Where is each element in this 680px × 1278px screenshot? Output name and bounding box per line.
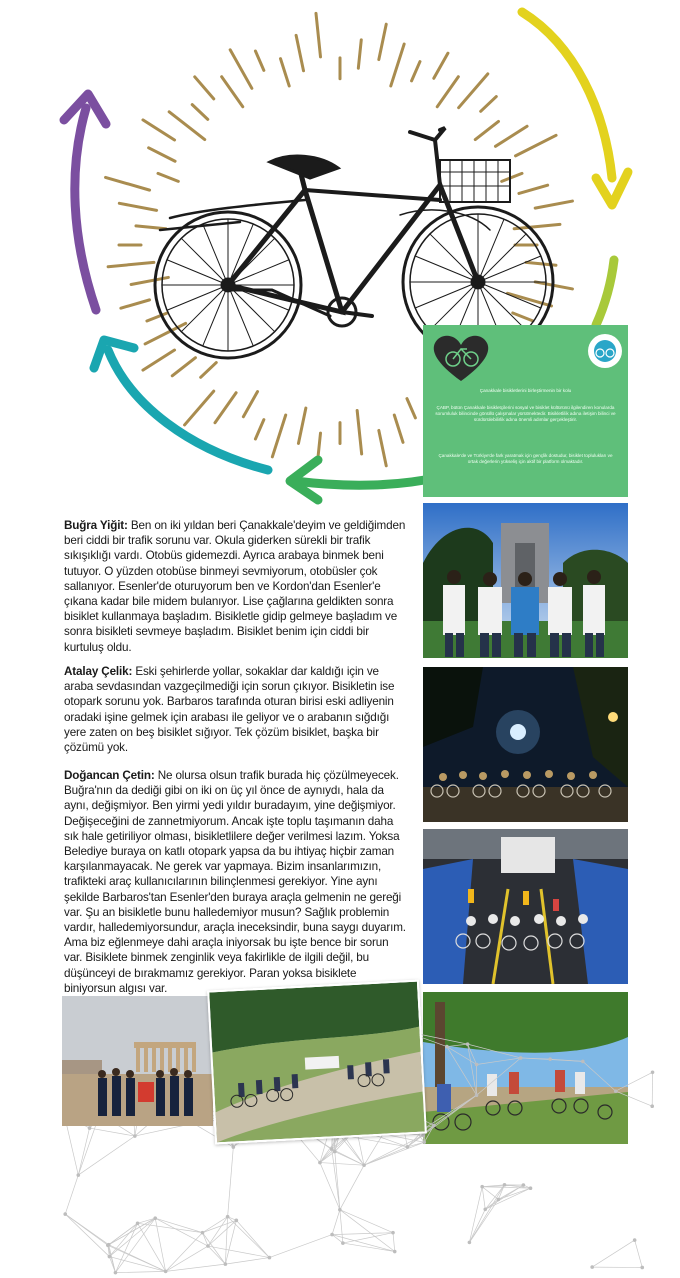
quote-dogancan: [64, 768, 409, 996]
sun-ray: [222, 77, 243, 107]
photo-countryside-ride: [207, 980, 427, 1145]
network-line: [78, 1128, 89, 1175]
network-node: [76, 1173, 80, 1177]
network-line: [320, 1163, 364, 1166]
network-line: [425, 1095, 476, 1127]
sun-ray: [358, 40, 361, 68]
sun-ray: [121, 300, 150, 308]
wheel-spoke: [478, 234, 526, 282]
network-node: [224, 1262, 228, 1266]
network-line: [340, 1165, 364, 1210]
network-node: [330, 1147, 334, 1151]
quote-text: Ne olursa olsun trafik burada hiç çözülmeyecek. Buğra'nın da dediği gibi on iki on üç yıl önce de aynıydı, hala da aynı, değişmiyor. Ben yirmi yedi yıldır buradayım, yine değişmiyor. Değişeceğini de zannetmiyorum. Ancak işte toplu taşımanın daha sık hale getiriliyor olması, bisikletlilere değer verilmesi lazım. Yoksa Belediye buraya on katlı otopark yapsa da bu ihtiyaç hiçbir zaman karşılanmayacak. Ne gerek var yapmaya. Bizim insanlarımızın, trafikteki araç kullanıcılarının bilinçlenmesi gerekiyor. Yine aynı şekilde Barbaros'tan Esenler'den buraya araçla gelmenin ne gereği var. Şu an bisikletle bunu halledemiyor musun? Sağlık problemin vardır, halledemiyorsundur, araçla ineceksindir, buna saygı duyarım. Ama biz eğlenmeye dahi araçla iniyorsak bu işte bence bir sorun var. Bisiklete binmek zenginlik veya fakirlikle de ilgili değil, bu düşünceyi de bırakmamız gerekiyor. Paran yoksa bisiklete biniyorsun algısı var.: [64, 769, 406, 995]
network-line: [109, 1218, 155, 1256]
card-paragraph-1: ÇABP, bütün Çanakkale bisikletçilerini sosyal ve bisiklet kültürünü ilgilendiren konularda sorumluluk bilincinde gönüllü çalışmalar yürütmektedir. Bisikletlilik adına iletişim bilinci ve sürdürülebilirlik adına önemli adımlar gerçekleştirir.: [435, 405, 616, 422]
platform-info-card: [423, 325, 628, 497]
network-line: [269, 1235, 332, 1258]
network-line: [469, 1185, 504, 1243]
sun-ray: [357, 410, 362, 453]
network-node: [581, 1060, 585, 1064]
network-node: [503, 1183, 507, 1187]
network-line: [320, 1135, 340, 1163]
sun-ray: [437, 77, 458, 107]
network-node: [421, 1133, 425, 1137]
sun-ray: [495, 126, 527, 146]
photo-ferry-group: [423, 829, 628, 984]
sun-ray: [316, 13, 321, 56]
network-node: [548, 1057, 552, 1061]
quote-text: Eski şehirlerde yollar, sokaklar dar kaldığı için ve araba sevdasından vazgeçilmediği için sorun çıkıyor. Bisikletin ise otopark sorunu yok. Barbaros tarafında oturan birisi eski adliyenin oradaki işine gelmek için arabası ile geliyor ve o arabanın sığdığı yere zaten on beş bisiklet sığıyor. Tek çözüm bisiklet, başka bir çözümü yok.: [64, 665, 395, 755]
sun-ray: [298, 408, 305, 443]
sun-ray: [272, 415, 285, 457]
network-line: [583, 1061, 616, 1091]
network-node: [497, 1198, 501, 1202]
network-line: [335, 1152, 340, 1210]
sun-ray: [434, 53, 448, 78]
network-node: [633, 1238, 637, 1242]
photo-night-ride: [423, 667, 628, 822]
network-node: [341, 1241, 345, 1245]
quote-bugra: [64, 518, 409, 655]
network-line: [108, 1245, 116, 1272]
sun-ray: [280, 59, 289, 86]
heart-bike-icon: [431, 331, 491, 383]
wheel-spoke: [430, 282, 478, 330]
network-line: [482, 1187, 498, 1200]
network-node: [432, 1124, 436, 1128]
network-node: [475, 1093, 479, 1097]
network-node: [232, 1145, 236, 1149]
network-line: [115, 1223, 137, 1272]
sun-ray: [516, 135, 557, 156]
sun-ray: [201, 363, 217, 378]
network-line: [469, 1187, 482, 1243]
network-node: [483, 1208, 487, 1212]
network-line: [485, 1188, 530, 1209]
network-node: [108, 1255, 112, 1259]
photo-monument-group: [423, 503, 628, 658]
network-node: [391, 1231, 395, 1235]
photo-parthenon-group: [62, 996, 213, 1126]
network-line: [340, 1210, 395, 1252]
sun-ray: [502, 173, 522, 181]
network-node: [362, 1163, 366, 1167]
sun-ray: [215, 393, 236, 423]
network-line: [393, 1233, 395, 1252]
network-line: [225, 1258, 269, 1265]
network-line: [115, 1271, 165, 1272]
network-line: [65, 1175, 78, 1214]
platform-logo: [587, 333, 623, 369]
network-line: [423, 1095, 476, 1135]
sun-ray: [379, 430, 386, 465]
network-node: [475, 1063, 479, 1067]
network-node: [133, 1134, 137, 1138]
sun-ray: [195, 77, 214, 99]
network-node: [393, 1250, 397, 1254]
yellow-arrow: [522, 12, 612, 178]
network-line: [166, 1264, 226, 1271]
network-node: [445, 1045, 449, 1049]
network-node: [651, 1070, 655, 1074]
network-node: [640, 1266, 644, 1270]
network-line: [616, 1091, 653, 1106]
network-line: [65, 1214, 108, 1245]
network-node: [153, 1216, 157, 1220]
sun-ray: [412, 62, 420, 81]
sun-ray: [169, 112, 205, 140]
network-node: [650, 1104, 654, 1108]
network-node: [226, 1215, 230, 1219]
sun-ray: [407, 399, 415, 418]
network-line: [592, 1240, 634, 1267]
network-node: [614, 1089, 618, 1093]
network-line: [468, 1044, 521, 1058]
network-line: [78, 1136, 135, 1175]
sun-ray: [535, 201, 572, 208]
network-line: [616, 1072, 653, 1091]
network-node: [522, 1183, 526, 1187]
network-node: [268, 1256, 272, 1260]
network-line: [166, 1246, 208, 1271]
sun-ray: [158, 173, 178, 181]
network-node: [318, 1161, 322, 1165]
network-node: [106, 1243, 110, 1247]
sun-ray: [391, 44, 404, 86]
network-line: [166, 1233, 203, 1272]
sun-ray: [149, 148, 175, 161]
bicycle-illustration: [155, 128, 553, 358]
network-line: [138, 1223, 166, 1271]
network-line: [108, 1223, 138, 1245]
network-node: [466, 1042, 470, 1046]
network-node: [63, 1212, 67, 1216]
sun-ray: [459, 74, 488, 108]
sun-ray: [519, 185, 548, 193]
card-heading: Çanakkale bisikletlerini birleştirmenin bir kolu: [479, 388, 572, 393]
network-node: [338, 1208, 342, 1212]
card-paragraph-2: Çanakkale'de ve Türkiye'de fark yaratmak için gençlik dostudur, bisiklet toplulukları ve ortak değerlerin yükseliş için aktif bir platform olmaktadır.: [438, 453, 613, 464]
network-line: [228, 1217, 270, 1258]
network-line: [469, 1199, 498, 1242]
wheel-spoke: [478, 282, 526, 330]
network-node: [201, 1231, 205, 1235]
sun-ray: [296, 35, 303, 70]
sun-ray: [172, 358, 195, 376]
green-arrow: [295, 477, 440, 485]
network-line: [550, 1059, 583, 1061]
sun-ray: [475, 121, 498, 139]
quote-text: Ben on iki yıldan beri Çanakkale'deyim ve geldiğimden beri ciddi bir trafik sorunu var. Okula giderken sürekli bir trafik sıkışıklığı vardı. Otobüs gidemezdi. Ayrıca arabaya binmek beni tutuyor. O yüzden otobüse binmeyi sevmiyorum, otobüsler çok sallanıyor. Esenler'de oturuyorum ben ve Kordon'dan Esenler'e çıkana kadar bile midem bulanıyor. Lise çağlarına geldikten sonra bisiklet kullanmaya başladım. Bisikletle gidip gelmeye başladım ve sonra bisikleti sevmeye başladım. Bisiklet benim için ciddi bir kurtuluş oldu.: [64, 519, 406, 654]
quote-author: Doğancan Çetin:: [64, 769, 155, 782]
quote-atalay: [64, 664, 409, 755]
network-line: [482, 1187, 485, 1210]
network-node: [333, 1150, 337, 1154]
sun-ray: [185, 391, 214, 425]
network-node: [114, 1271, 118, 1275]
network-line: [447, 1047, 477, 1065]
network-line: [332, 1210, 340, 1235]
network-line: [228, 1147, 234, 1217]
quote-author: Atalay Çelik:: [64, 665, 133, 678]
network-node: [406, 1145, 410, 1149]
network-line: [364, 1142, 424, 1165]
network-node: [468, 1241, 472, 1245]
sun-ray: [481, 97, 497, 112]
sun-ray: [192, 105, 208, 120]
network-node: [519, 1056, 523, 1060]
sun-ray: [143, 120, 175, 140]
network-node: [88, 1126, 92, 1130]
network-line: [138, 1223, 203, 1232]
network-node: [529, 1186, 533, 1190]
wheel-spoke: [181, 238, 228, 285]
network-line: [469, 1209, 485, 1242]
sun-ray: [394, 415, 403, 442]
network-node: [206, 1244, 210, 1248]
teal-arrow: [108, 350, 268, 470]
network-line: [485, 1185, 504, 1210]
network-node: [422, 1140, 426, 1144]
network-line: [635, 1240, 643, 1267]
network-line: [208, 1220, 236, 1246]
network-node: [136, 1222, 140, 1226]
sun-ray: [243, 392, 257, 417]
network-node: [235, 1219, 239, 1223]
network-line: [65, 1214, 109, 1256]
sun-ray: [119, 203, 156, 210]
sun-ray: [230, 50, 252, 89]
network-node: [164, 1270, 168, 1274]
sun-ray: [255, 51, 263, 70]
sun-ray: [143, 350, 175, 370]
sun-ray: [108, 262, 154, 266]
network-line: [340, 1210, 343, 1243]
wheel-spoke: [181, 285, 228, 332]
purple-arrow: [75, 108, 96, 310]
sun-ray: [106, 177, 150, 190]
sun-ray: [255, 420, 263, 439]
network-node: [480, 1185, 484, 1189]
network-node: [590, 1265, 594, 1269]
network-node: [330, 1233, 334, 1237]
sun-ray: [514, 224, 560, 228]
sun-ray: [379, 24, 386, 59]
sun-ray: [136, 226, 166, 229]
network-line: [340, 1210, 393, 1233]
network-line: [447, 1044, 468, 1046]
lime-arrow: [596, 260, 614, 325]
quote-author: Buğra Yiğit:: [64, 519, 128, 532]
